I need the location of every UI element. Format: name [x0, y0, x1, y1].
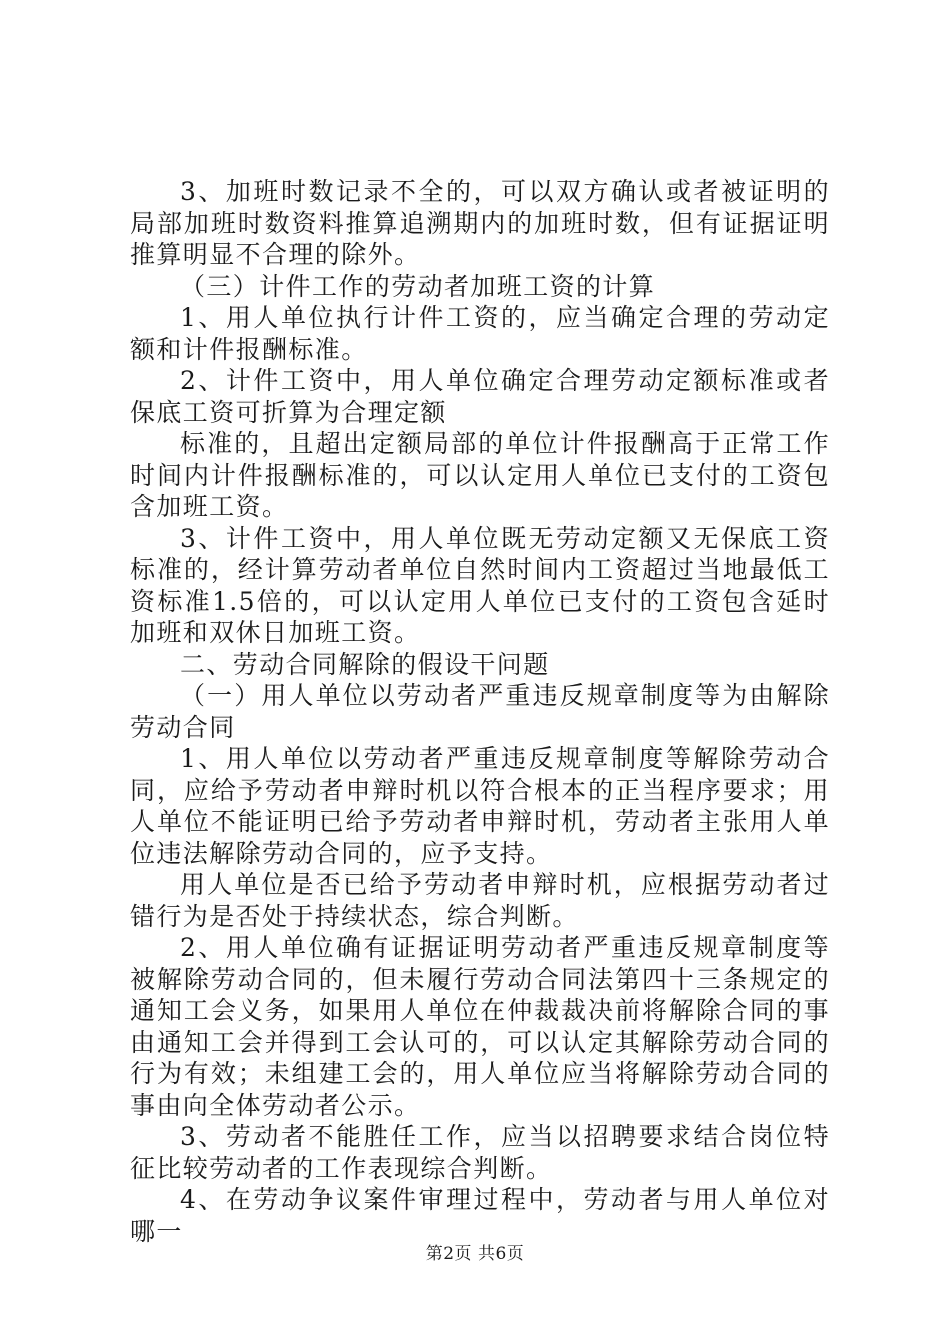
section-heading-piecework-overtime: （三）计件工作的劳动者加班工资的计算 [180, 271, 656, 301]
page-footer [0, 1243, 950, 1265]
paragraph-incompetence: 3、劳动者不能胜任工作，应当以招聘要求结合岗位特征比较劳动者的工作表现综合判断。 [130, 1122, 830, 1183]
paragraph-piecework-no-quota: 3、计件工资中，用人单位既无劳动定额又无保底工资标准的，经计算劳动者单位自然时间内工资超过当地最低工资标准1.5倍的，可以认定用人单位已支付的工资包含延时加班和双休日加班工资。 [130, 523, 830, 647]
paragraph-piecework-standard-cont: 标准的，且超出定额局部的单位计件报酬高于正常工作时间内计件报酬标准的，可以认定用人单位已支付的工资包含加班工资。 [130, 429, 830, 521]
paragraph-overtime-records: 3、加班时数记录不全的，可以双方确认或者被证明的局部加班时数资料推算追溯期内的加班时数，但有证据证明推算明显不合理的除外。 [130, 177, 830, 269]
paragraph-union-notification: 2、用人单位确有证据证明劳动者严重违反规章制度等被解除劳动合同的，但未履行劳动合同法第四十三条规定的通知工会义务，如果用人单位在仲裁裁决前将解除合同的事由通知工会并得到工会认可的，可以认定其解除劳动合同的行为有效；未组建工会的，用人单位应当将解除劳动合同的事由向全体劳动者公示。 [130, 933, 830, 1120]
paragraph-piecework-quota: 1、用人单位执行计件工资的，应当确定合理的劳动定额和计件报酬标准。 [130, 303, 830, 364]
paragraph-defense-judgment: 用人单位是否已给予劳动者申辩时机，应根据劳动者过错行为是否处于持续状态，综合判断。 [130, 870, 830, 931]
page-number-label: 第2页 共6页 [425, 1244, 525, 1264]
paragraph-defense-opportunity: 1、用人单位以劳动者严重违反规章制度等解除劳动合同，应给予劳动者申辩时机以符合根本的正当程序要求；用人单位不能证明已给予劳动者申辩时机，劳动者主张用人单位违法解除劳动合同的，应予支持。 [130, 744, 830, 868]
subsection-heading-violation-termination: （一）用人单位以劳动者严重违反规章制度等为由解除劳动合同 [130, 681, 830, 742]
paragraph-dispute-trial: 4、在劳动争议案件审理过程中，劳动者与用人单位对哪一 [130, 1185, 830, 1246]
document-body [130, 176, 830, 1247]
section-heading-contract-termination: 二、劳动合同解除的假设干问题 [180, 649, 550, 679]
paragraph-piecework-standard: 2、计件工资中，用人单位确定合理劳动定额标准或者保底工资可折算为合理定额 [130, 366, 830, 427]
